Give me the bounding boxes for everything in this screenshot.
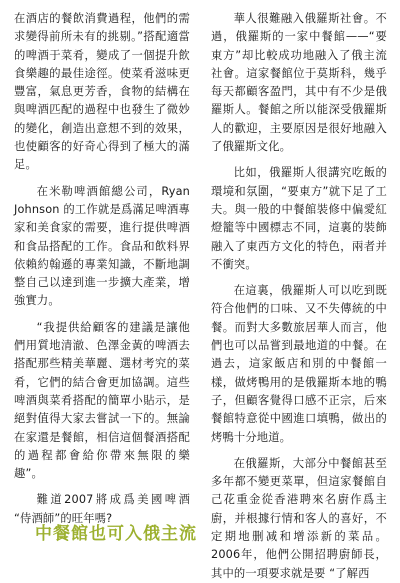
left-column [14, 10, 190, 528]
paragraph-left-2: 在米勒啤酒館總公司，Ryan Johnson 的工作就是爲滿足啤酒專家和美食家的需要，進行提供啤酒和食品搭配的工作。食品和飲料界依賴約翰遜的專業知識，不斷地調整自己以達到進一步擴大產業，增強實力。 [14, 184, 190, 308]
paragraph-right-4: 在俄羅斯，大部分中餐館甚至多年都不變更菜單，但這家餐館自己花重金從香港聘來名廚作爲主廚，并根據行情和客人的喜好，不定期地删减和增添新的菜品。2006年，他們公開招聘廚師長，其中的一項要求就是要 “了解西 [211, 456, 387, 580]
paragraph-right-2: 比如，俄羅斯人很講究吃飯的環境和氛圍，“要東方”就下足了工夫。與一般的中餐館裝修中偏愛紅燈籠等中國標志不同，這裏的裝飾融入了東西方文化的特色，兩者并不衝突。 [211, 166, 387, 271]
right-column [211, 10, 387, 583]
paragraph-right-1: 華人很難融入俄羅斯社會。不過，俄羅斯的一家中餐館——“要東方”却比較成功地融入了俄主流社會。這家餐館位于莫斯科，幾乎每天都顧客盈門，其中有不少是俄羅斯人。餐館之所以能深受俄羅斯人的歡迎，主要原因是很好地融入了俄羅斯文化。 [211, 12, 387, 154]
section-heading: 中餐館也可入俄主流 [35, 524, 197, 544]
paragraph-right-3: 在這裏，俄羅斯人可以吃到既符合他們的口味、又不失傳統的中餐。而對大多數旅居華人而言，他們也可以品嘗到最地道的中餐。在過去，這家飯店和別的中餐館一樣，做烤鴨用的是俄羅斯本地的鴨子，但顧客覺得口感不正宗，后來餐館特意從中國進口填鴨，做出的烤鴨十分地道。 [211, 284, 387, 444]
paragraph-left-3: “我提供給顧客的建議是讓他們用質地清澈、色澤金黃的啤酒去搭配那些精美華麗、選材考究的菜肴，它們的結合會更加協調。這些啤酒與菜肴搭配的簡單小貼示，是絕對值得大家去嘗試一下的。無論在家還是餐館，相信這個餐酒搭配的過程都會給你帶來無限的樂趣”。 [14, 320, 190, 481]
paragraph-left-1: 在酒店的餐飲消費過程，他們的需求變得前所未有的挑剔。”搭配適當的啤酒于菜肴，變成了一個提升飲食樂趣的最佳途徑。使菜肴滋味更豐富，氣息更芳香，食物的結構在與啤酒匹配的過程中也發生了微妙的變化，創造出意想不到的效果，也使顧客的好奇心得到了極大的滿足。 [14, 12, 190, 172]
paragraph-left-4: 難道2007將成爲美國啤酒 “侍酒師”的旺年嗎? [14, 493, 190, 525]
